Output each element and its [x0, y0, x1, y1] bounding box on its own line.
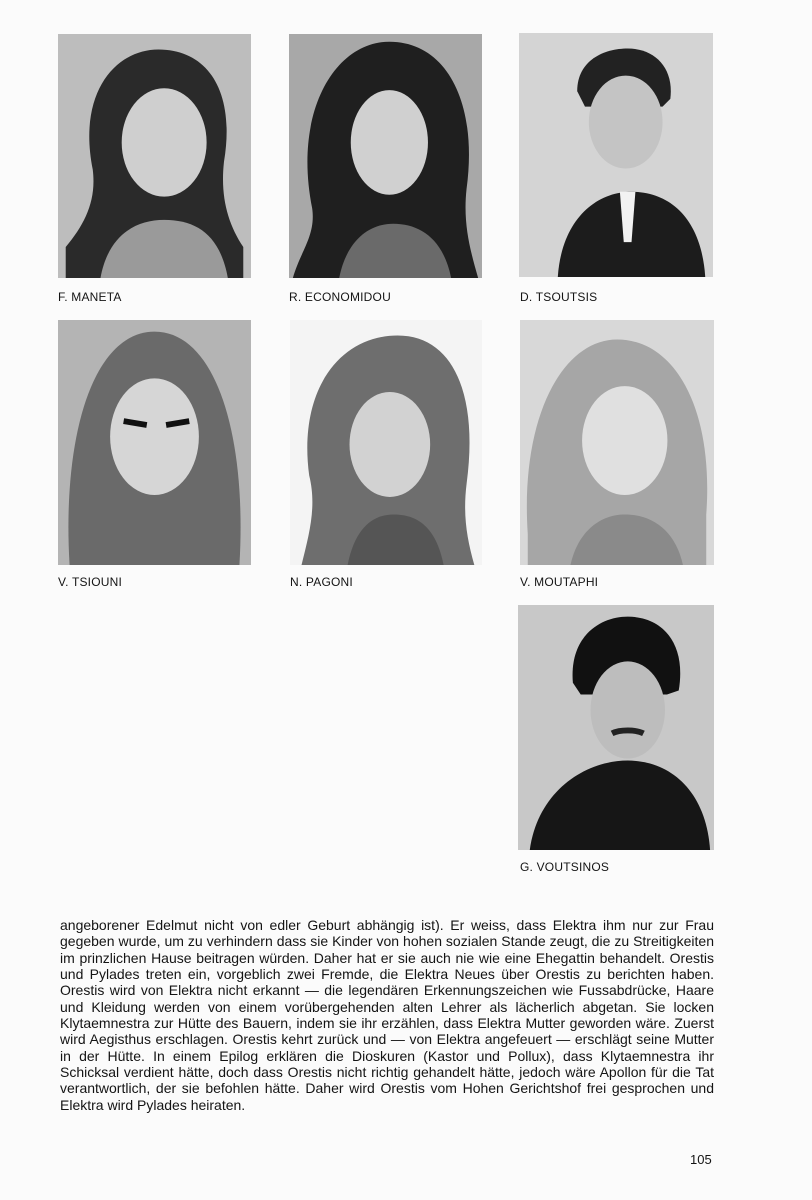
portrait-photo-pagoni	[290, 320, 482, 565]
portrait-photo-economidou	[289, 34, 482, 278]
portrait-caption: R. ECONOMIDOU	[289, 290, 391, 304]
body-paragraph: angeborener Edelmut nicht von edler Geburt abhängig ist). Er weiss, dass Elektra ihm nur zur Frau gegeben wurde, um zu verhindern dass sie Kinder von hohen sozialen Stande zeugt, die zu Streitigkeiten im prinzlichen Hause beitragen würden. Daher hat er sie auch nie wie eine Ehegattin behandelt. Orestis und Pylades treten ein, vorgeblich zwei Fremde, die Elektra Neues über Orestis zu berichten haben. Orestis wird von Elektra nicht erkannt — die legendären Erkennungszeichen wie Fussabdrücke, Haare und Kleidung werden von einem vorübergehenden alten Lehrer als lächerlich abgetan. Sie locken Klytaemnestra zur Hütte des Bauern, indem sie ihr erzählen, dass Elektra Mutter geworden wäre. Zuerst wird Aegisthus erschlagen. Orestis kehrt zurück und — von Elektra angefeuert — erschlägt seine Mutter in der Hütte. In einem Epilog erklären die Dioskuren (Kastor und Pollux), dass Klytaemnestra ihr Schicksal verdient hätte, doch dass Orestis nicht richtig gehandelt hätte, jedoch wäre Apollon für die Tat verantwortlich, der sie befohlen hätte. Daher wird Orestis vom Hohen Gerichtshof frei gesprochen und Elektra wird Pylades heiraten.	[60, 917, 714, 1113]
portrait-woman-icon	[289, 34, 482, 278]
portrait-caption: F. MANETA	[58, 290, 122, 304]
portrait-photo-maneta	[58, 34, 251, 278]
portrait-caption: G. VOUTSINOS	[520, 860, 610, 874]
portrait-caption: N. PAGONI	[290, 575, 353, 589]
portrait-photo-tsoutsis	[519, 33, 713, 277]
portrait-photo-voutsinos	[518, 605, 714, 850]
portrait-woman-icon	[520, 320, 714, 565]
portrait-man-icon	[518, 605, 714, 850]
portrait-caption: V. TSIOUNI	[58, 575, 123, 589]
portrait-woman-icon	[58, 320, 251, 565]
portrait-photo-moutaphi	[520, 320, 714, 565]
portrait-photo-tsiouni	[58, 320, 251, 565]
portrait-man-icon	[519, 33, 713, 277]
page-number: 105	[690, 1152, 712, 1167]
portrait-woman-icon	[58, 34, 251, 278]
portrait-woman-icon	[290, 320, 482, 565]
portrait-caption: D. TSOUTSIS	[520, 290, 598, 304]
portrait-caption: V. MOUTAPHI	[520, 575, 599, 589]
